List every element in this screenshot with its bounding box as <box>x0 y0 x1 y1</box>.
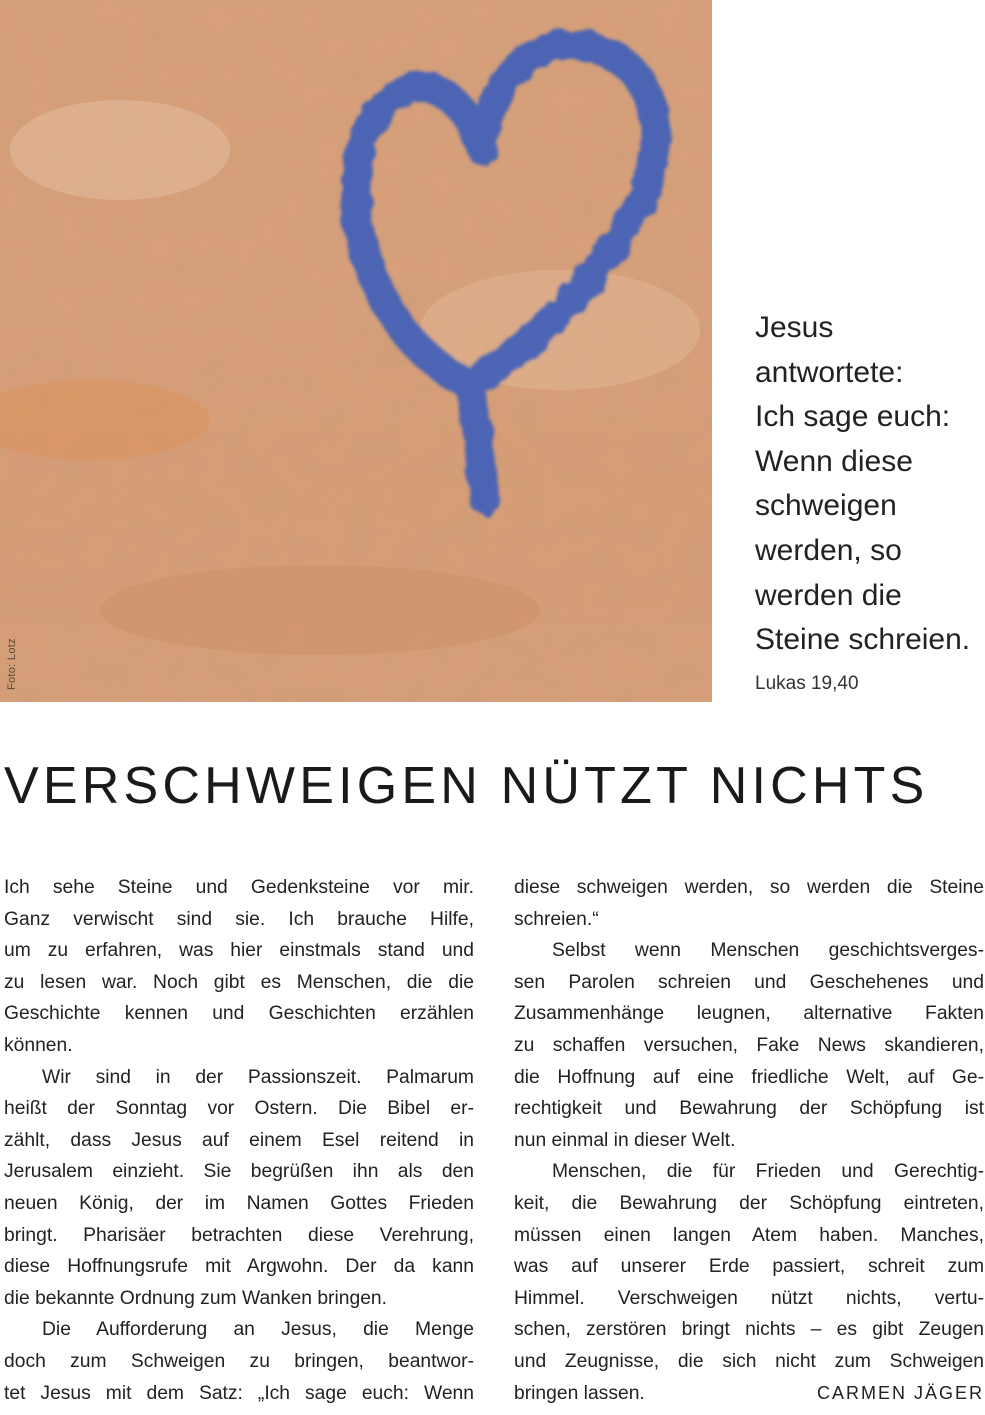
text-line: nun einmal in dieser Welt. <box>514 1129 736 1151</box>
text-line: bringt. Pharisäer betrachten diese Verehrung, <box>4 1224 474 1246</box>
text-line: sen Parolen schreien und Geschehenes und <box>514 971 984 993</box>
text-line: was auf unserer Erde passiert, schreit zum <box>514 1256 984 1278</box>
heart-graffiti-photo <box>0 0 712 702</box>
author-name: CARMEN JÄGER <box>816 1382 984 1403</box>
text-line: Himmel. Verschweigen nützt nichts, vertu- <box>514 1287 984 1309</box>
article-column-left <box>4 872 474 1409</box>
text-line: bringen lassen. <box>514 1382 645 1404</box>
article-column-right <box>514 872 984 1409</box>
quote-line: schweigen <box>755 489 897 523</box>
text-line: Menschen, die für Frieden und Gerechtig- <box>552 1161 984 1183</box>
text-line: zählt, dass Jesus auf einem Esel reitend in <box>4 1129 474 1151</box>
quote-reference: Lukas 19,40 <box>755 672 859 694</box>
text-line: heißt der Sonntag vor Ostern. Die Bibel er- <box>4 1098 474 1120</box>
text-line: rechtigkeit und Bewahrung der Schöpfung ist <box>514 1098 984 1120</box>
text-line: Ganz verwischt sind sie. Ich brauche Hilfe, <box>4 908 474 930</box>
quote-line: werden, so <box>755 533 902 567</box>
text-line: Geschichte kennen und Geschichten erzählen <box>4 1003 474 1025</box>
text-line: neuen König, der im Namen Gottes Frieden <box>4 1192 474 1214</box>
quote-line: Jesus <box>755 311 834 344</box>
text-line: diese Hoffnungsrufe mit Argwohn. Der da kann <box>4 1256 474 1278</box>
text-line: zu schaffen versuchen, Fake News skandieren, <box>514 1034 984 1056</box>
bible-quote <box>755 306 980 695</box>
quote-line: werden die <box>755 578 902 612</box>
text-line: doch zum Schweigen zu bringen, beantwor- <box>4 1350 474 1372</box>
quote-line: antwortete: <box>755 355 904 389</box>
text-line: keit, die Bewahrung der Schöpfung eintreten, <box>514 1192 984 1214</box>
text-line: schreien.“ <box>514 908 599 930</box>
text-line: Zusammenhänge leugnen, alternative Fakten <box>514 1003 984 1025</box>
text-line: schen, zerstören bringt nichts – es gibt Zeugen <box>514 1319 984 1341</box>
quote-line: Steine schreien. <box>755 623 971 657</box>
text-line: Jerusalem einzieht. Sie begrüßen ihn als den <box>4 1161 474 1183</box>
text-line: tet Jesus mit dem Satz: „Ich sage euch: Wenn <box>4 1382 474 1404</box>
text-line: diese schweigen werden, so werden die Steine <box>514 877 984 898</box>
wall-heart-image <box>0 0 712 702</box>
text-line: Ich sehe Steine und Gedenksteine vor mir. <box>4 877 474 898</box>
text-line: Wir sind in der Passionszeit. Palmarum <box>42 1066 474 1088</box>
quote-line: Ich sage euch: <box>755 400 951 434</box>
text-line: und Zeugnisse, die sich nicht zum Schweigen <box>514 1350 984 1372</box>
text-line: zu lesen war. Noch gibt es Menschen, die die <box>4 971 474 993</box>
text-line: die bekannte Ordnung zum Wanken bringen. <box>4 1287 388 1309</box>
article-headline: VERSCHWEIGEN NÜTZT NICHTS <box>4 757 929 815</box>
text-line: um zu erfahren, was hier einstmals stand und <box>4 940 474 962</box>
text-line: müssen einen langen Atem haben. Manches, <box>514 1224 984 1246</box>
quote-line: Wenn diese <box>755 444 913 478</box>
text-line: die Hoffnung auf eine friedliche Welt, auf Ge- <box>514 1066 984 1088</box>
closing-line <box>514 1378 984 1410</box>
text-line: können. <box>4 1034 73 1056</box>
text-line: Die Aufforderung an Jesus, die Menge <box>42 1319 474 1341</box>
photo-credit: Foto: Lotz <box>6 638 18 690</box>
text-line: Selbst wenn Menschen geschichtsverges- <box>552 940 984 962</box>
